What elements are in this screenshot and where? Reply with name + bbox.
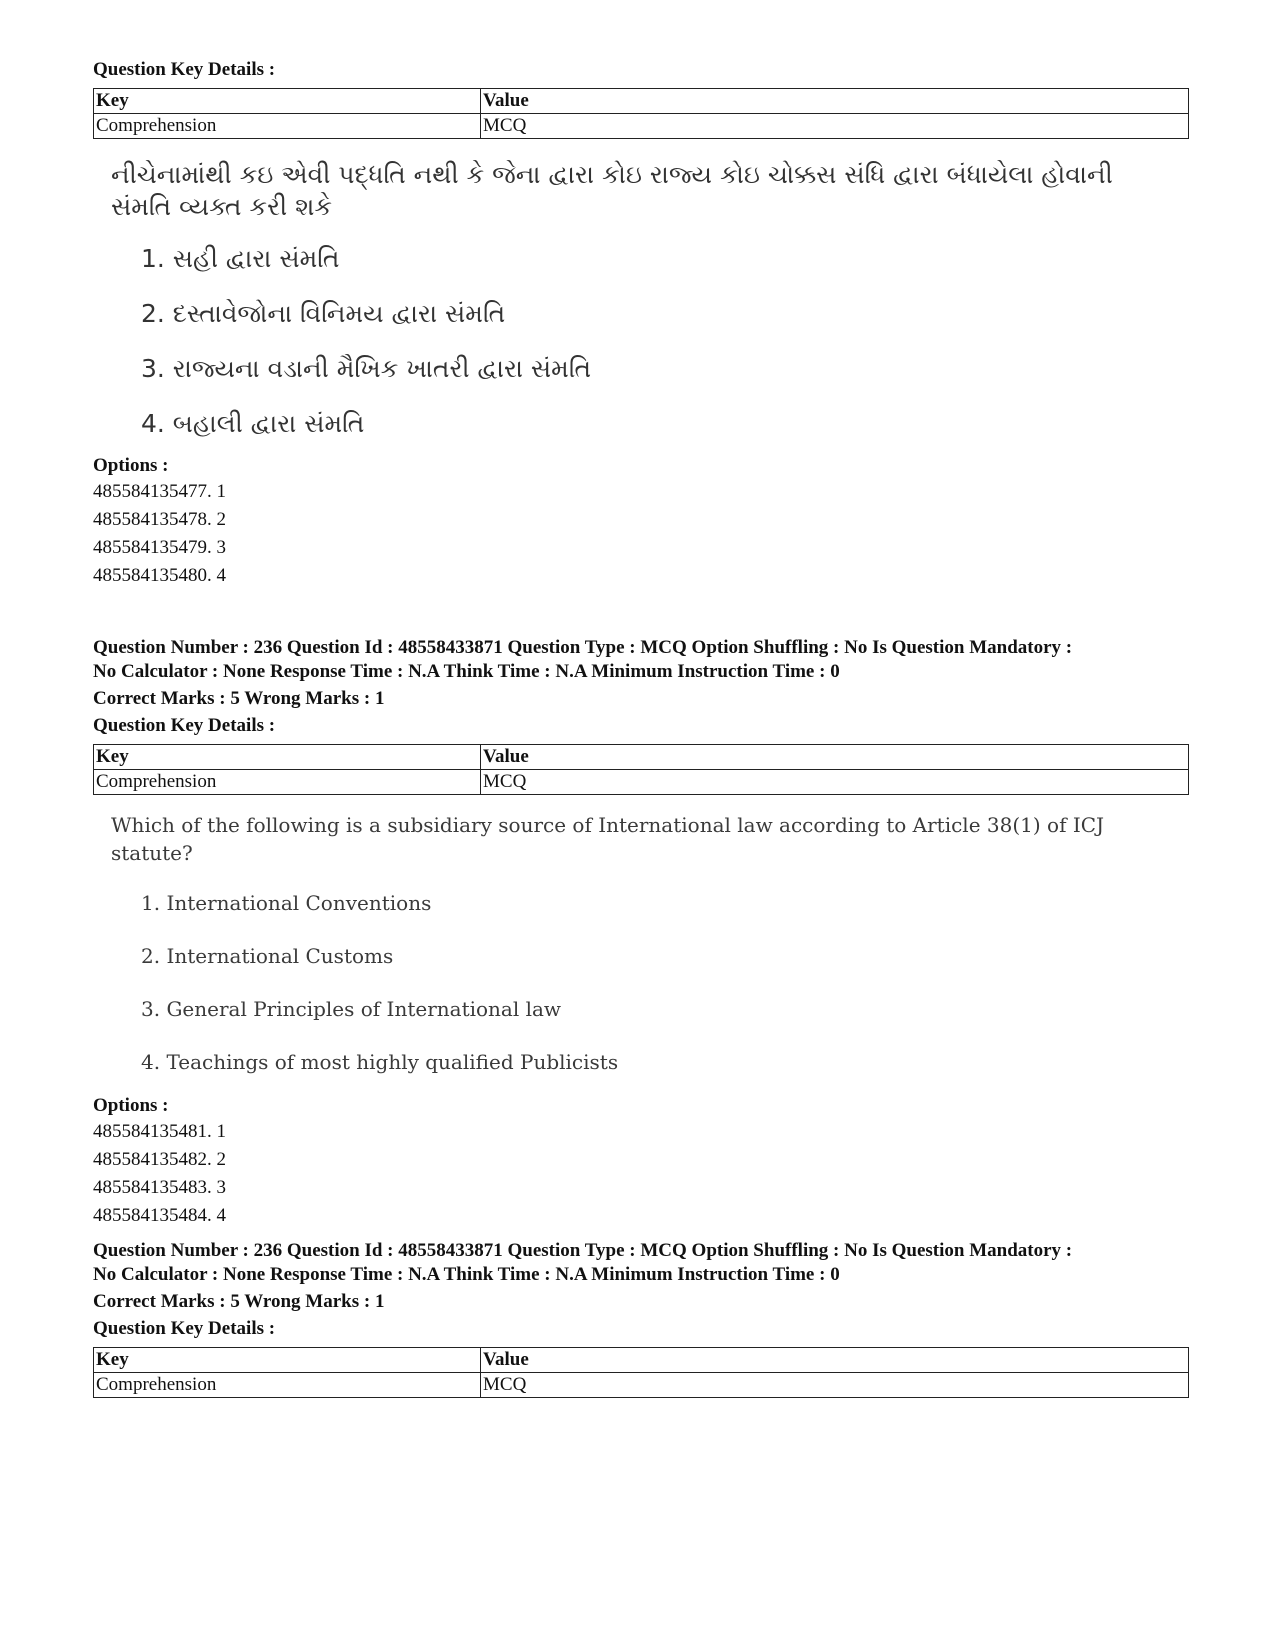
option-id-line: 485584135478. 2	[93, 509, 226, 530]
table-header-row	[94, 745, 1189, 770]
key-details-label: Question Key Details :	[93, 59, 276, 80]
question-option-1: 1. International Conventions	[141, 891, 432, 915]
key-details-table	[93, 744, 1189, 795]
key-details-label: Question Key Details :	[93, 715, 276, 736]
marks-line: Correct Marks : 5 Wrong Marks : 1	[93, 1291, 385, 1312]
option-id-line: 485584135483. 3	[93, 1177, 226, 1198]
key-details-label: Question Key Details :	[93, 1318, 276, 1339]
question-section-2	[93, 636, 1189, 1230]
key-details-table	[93, 1347, 1189, 1398]
table-cell-value: MCQ	[481, 114, 1189, 139]
table-cell-value: MCQ	[481, 1373, 1189, 1398]
question-section-3	[93, 1239, 1189, 1398]
table-header-value: Value	[481, 1348, 1189, 1373]
question-meta-line-2: No Calculator : None Response Time : N.A Think Time : N.A Minimum Instruction Time : 0	[93, 1264, 840, 1285]
table-row	[94, 1373, 1189, 1398]
table-header-row	[94, 1348, 1189, 1373]
option-id-line: 485584135477. 1	[93, 481, 226, 502]
question-section-1	[93, 58, 1189, 590]
table-header-key: Key	[94, 745, 481, 770]
question-content	[111, 159, 1189, 440]
options-label: Options :	[93, 455, 169, 476]
question-option-3: 3. General Principles of International law	[141, 997, 562, 1021]
option-id-line: 485584135481. 1	[93, 1121, 226, 1142]
table-cell-value: MCQ	[481, 770, 1189, 795]
question-option-3: 3. રાજ્યના વડાની મૈખિક ખાતરી દ્વારા સંમતિ	[141, 354, 592, 383]
table-cell-key: Comprehension	[94, 114, 481, 139]
question-option-1: 1. સહી દ્વારા સંમતિ	[141, 244, 340, 273]
table-header-row	[94, 89, 1189, 114]
question-text: નીચેનામાંથી કઇ એવી પદ્ધતિ નથી કે જેના દ્વારા કોઇ રાજ્ય કોઇ ચોક્કસ સંધિ દ્વારા બંધાયેલા હોવાની સંમતિ વ્યક્ત કરી શકે	[111, 160, 1113, 221]
table-cell-key: Comprehension	[94, 770, 481, 795]
question-content	[111, 811, 1189, 1076]
question-option-2: 2. દસ્તાવેજોના વિનિમય દ્વારા સંમતિ	[141, 299, 506, 328]
option-id-line: 485584135482. 2	[93, 1149, 226, 1170]
table-row	[94, 770, 1189, 795]
question-meta-line-1: Question Number : 236 Question Id : 48558433871 Question Type : MCQ Option Shuffling : No Is Question Mandatory :	[93, 1240, 1073, 1261]
question-option-4: 4. Teachings of most highly qualified Publicists	[141, 1050, 619, 1074]
table-header-key: Key	[94, 1348, 481, 1373]
table-header-key: Key	[94, 89, 481, 114]
options-label: Options :	[93, 1095, 169, 1116]
question-text: Which of the following is a subsidiary source of International law according to Article 38(1) of ICJ statute?	[111, 813, 1105, 865]
option-id-line: 485584135484. 4	[93, 1205, 226, 1226]
marks-line: Correct Marks : 5 Wrong Marks : 1	[93, 688, 385, 709]
key-details-table	[93, 88, 1189, 139]
table-row	[94, 114, 1189, 139]
question-option-2: 2. International Customs	[141, 944, 394, 968]
table-cell-key: Comprehension	[94, 1373, 481, 1398]
question-option-4: 4. બહાલી દ્વારા સંમતિ	[141, 409, 365, 438]
option-id-line: 485584135480. 4	[93, 565, 226, 586]
question-meta-line-2: No Calculator : None Response Time : N.A Think Time : N.A Minimum Instruction Time : 0	[93, 661, 840, 682]
table-header-value: Value	[481, 745, 1189, 770]
table-header-value: Value	[481, 89, 1189, 114]
question-meta-line-1: Question Number : 236 Question Id : 48558433871 Question Type : MCQ Option Shuffling : No Is Question Mandatory :	[93, 637, 1073, 658]
option-id-line: 485584135479. 3	[93, 537, 226, 558]
